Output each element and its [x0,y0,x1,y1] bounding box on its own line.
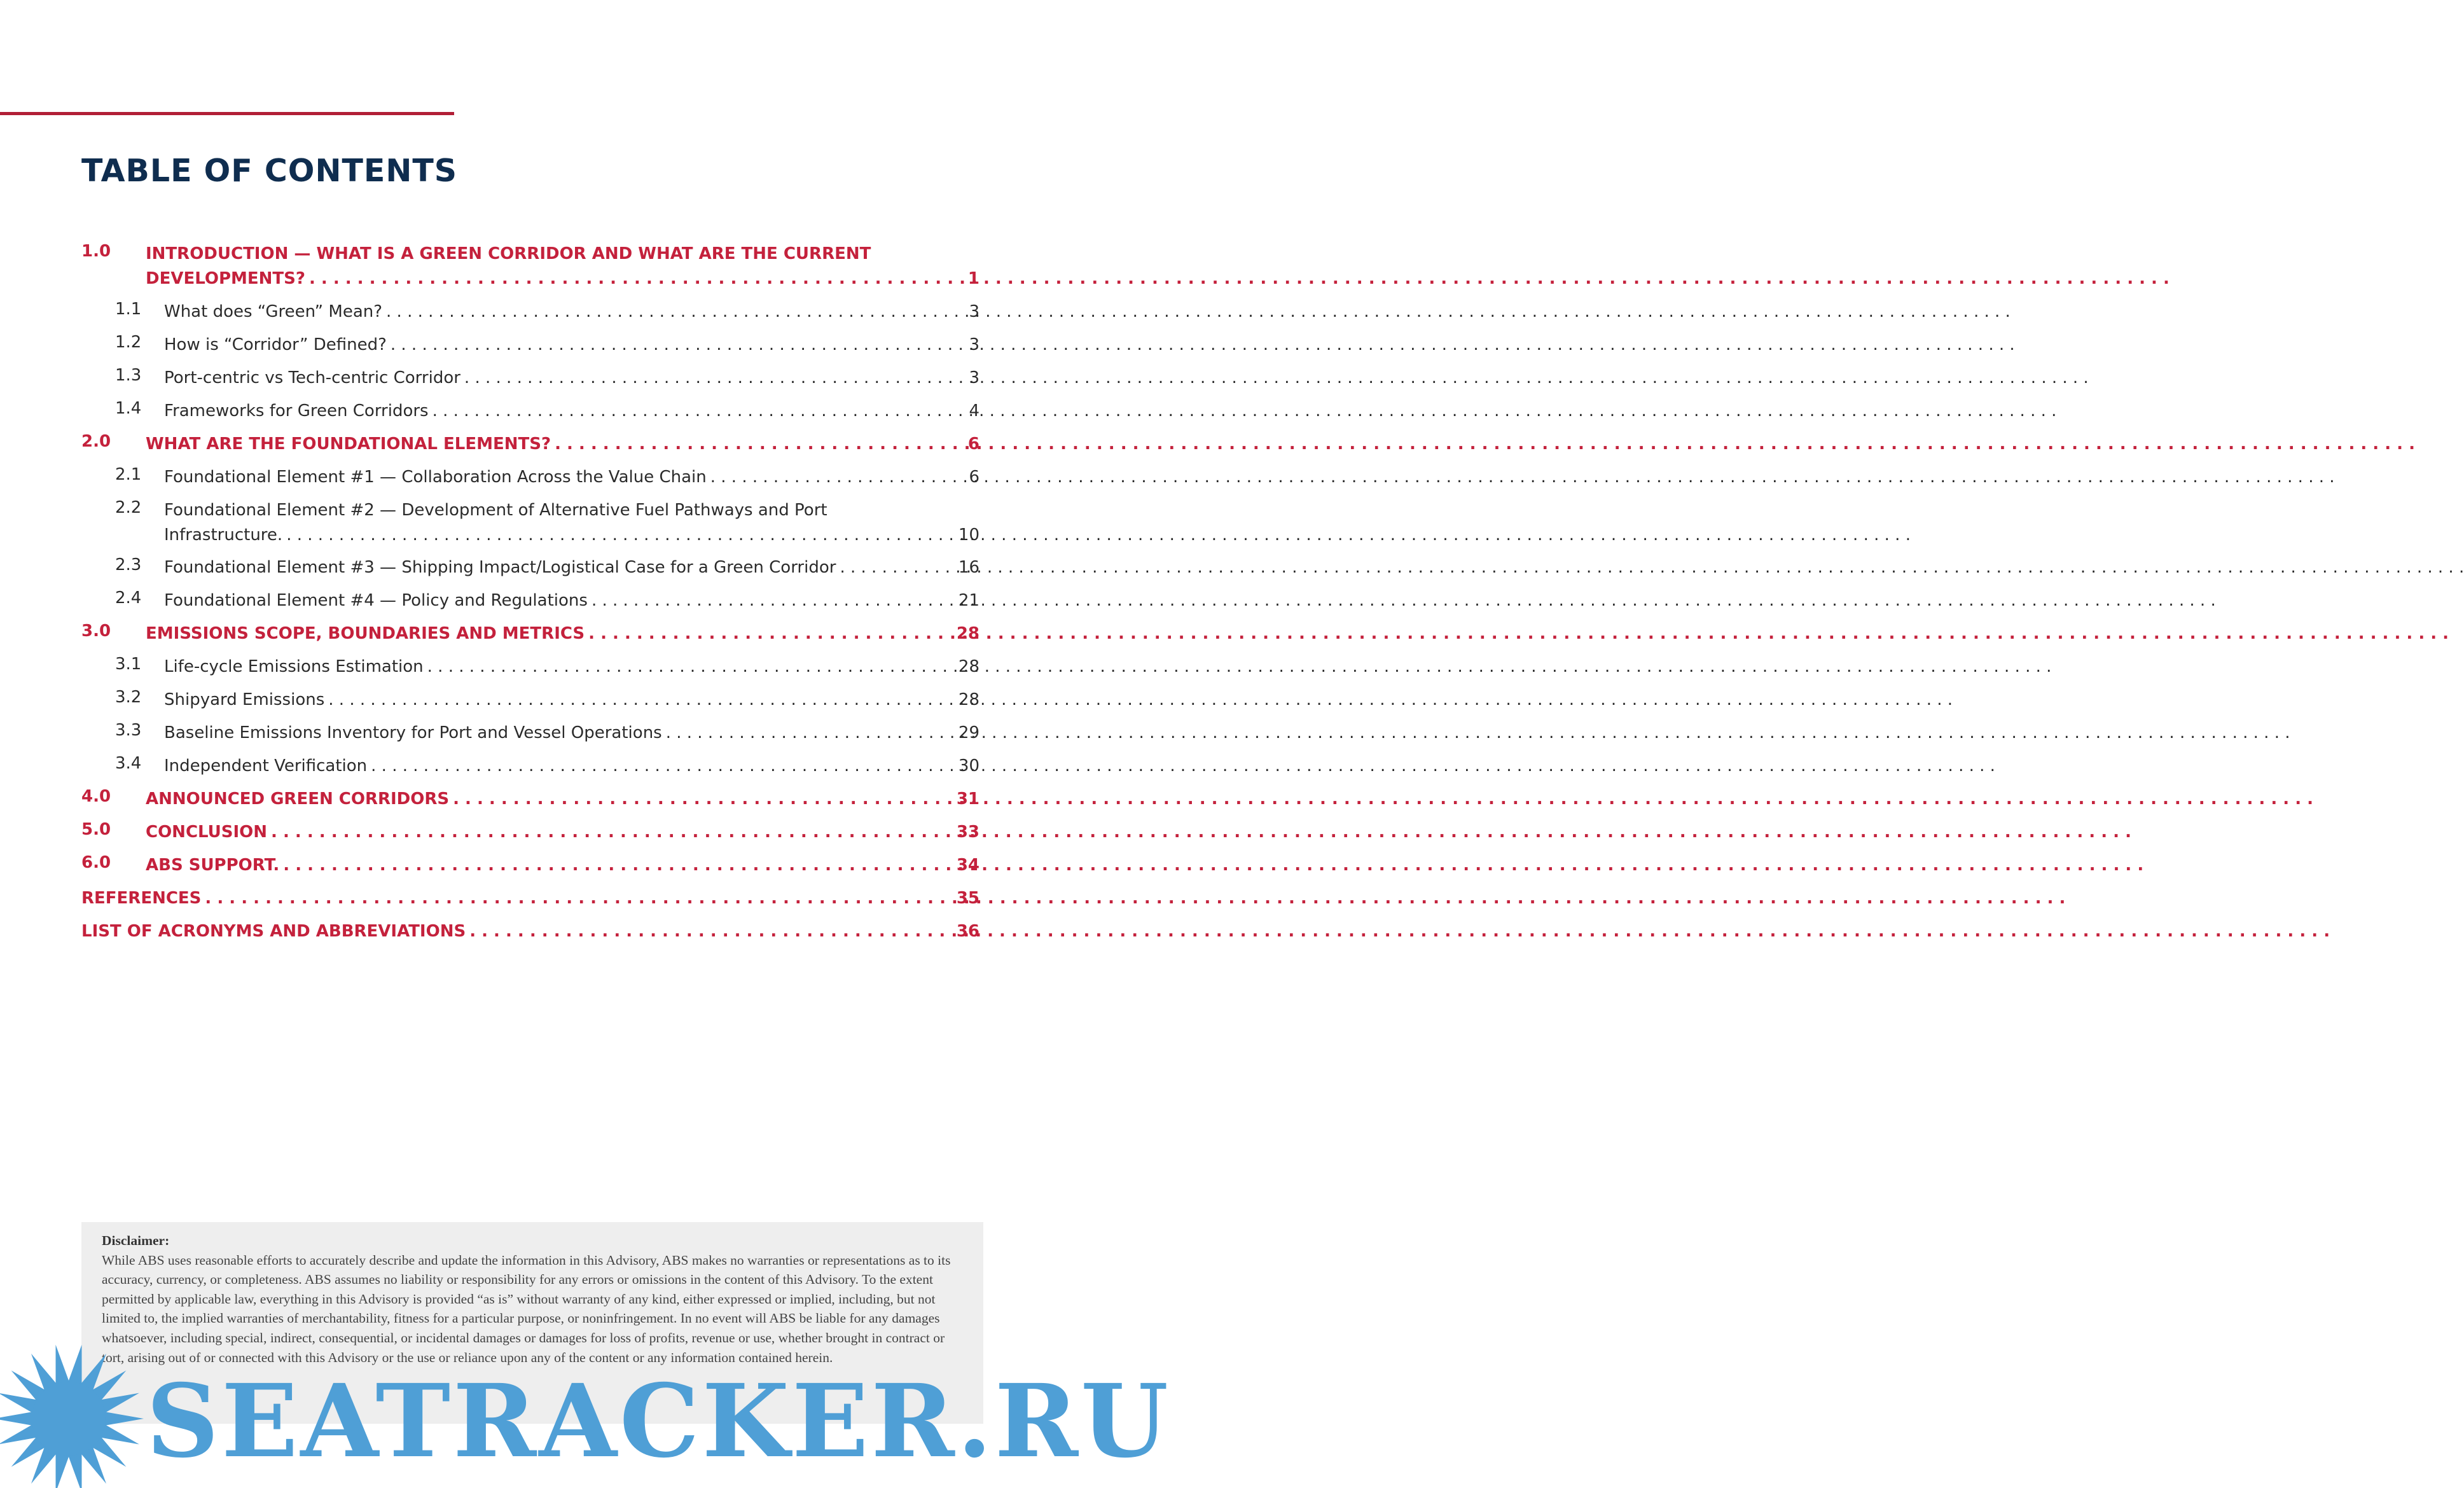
toc-entry-page: 30 [958,756,979,775]
toc-entry-page: 34 [956,856,979,875]
dot-leader [328,688,955,713]
dot-leader [433,399,966,424]
toc-entry-page: 36 [956,922,979,941]
dot-leader [469,919,953,944]
dot-leader [588,622,953,646]
toc-entry-title: What does “Green” Mean? [164,302,383,321]
dot-leader [309,267,964,291]
toc-entry-page: 16 [958,558,979,577]
dot-leader [666,721,955,746]
toc-entry-title: LIST OF ACRONYMS AND ABBREVIATIONS [81,922,466,941]
toc-entry-number: 2.1 [115,465,142,484]
toc-entry-number: 3.3 [115,721,142,740]
toc-entry-number: 1.0 [81,242,111,261]
toc-entry-page: 28 [956,624,979,643]
toc-entry-page: 28 [958,657,979,676]
dot-leader [271,820,953,845]
watermark-text: SEATRACKER.RU [146,1363,1171,1480]
toc-entry-number: 2.4 [115,588,142,608]
dot-leader [464,366,966,391]
dot-leader [427,655,955,679]
toc-entry-title: Infrastructure. [164,525,283,545]
toc-entry-number: 1.1 [115,300,142,319]
toc-entry-title: Foundational Element #4 — Policy and Regulations [164,591,588,610]
dot-leader [371,754,955,779]
disclaimer-body: While ABS uses reasonable efforts to accurately describe and update the information in this Advisory, ABS makes no warranties or representations as to its accuracy, currency, or completeness. ABS assumes no liability or responsibility for any errors or omissions in the content of this Advisory. To the extent permitted by applicable law, everything in this Advisory is provided “as is” without warranty of any kind, either expressed or implied, including, but not limited to, the implied warranties of merchantability, fitness for a particular purpose, or noninfringement. In no event will ABS be liable for any damages whatsoever, including special, indirect, consequential, or incidental damages or damages for loss of profits, revenue or use, whether brought in contract or tort, arising out of or connected with this Advisory or the use or reliance upon any of the content or any information contained herein. [102,1252,951,1365]
toc-entry-number: 2.3 [115,555,142,574]
toc-entry-title: CONCLUSION [146,823,268,842]
toc-entry-title: Frameworks for Green Corridors [164,401,429,421]
toc-entry-number: 1.3 [115,366,142,385]
toc-entry-title: Port-centric vs Tech-centric Corridor [164,368,460,387]
toc-entry-number: 2.2 [115,498,142,517]
toc-entry-number: 5.0 [81,820,111,839]
toc-entry-number: 3.4 [115,754,142,773]
dot-leader [840,555,954,580]
toc-entry-title: REFERENCES [81,889,202,908]
toc-entry-title: WHAT ARE THE FOUNDATIONAL ELEMENTS? [146,435,551,454]
toc-entry-page: 4 [969,401,979,421]
toc-entry-title: Foundational Element #1 — Collaboration Across the Value Chain [164,468,707,487]
toc-entry-page: 3 [969,368,979,387]
toc-entry-page: 6 [969,468,979,487]
toc-entry-title: ANNOUNCED GREEN CORRIDORS [146,789,450,809]
dot-leader [386,300,965,324]
toc-entry-page: 35 [956,889,979,908]
toc-entry-page: 21 [958,591,979,610]
toc-entry-page: 31 [956,789,979,809]
toc-entry-page: 3 [969,335,979,354]
toc-entry-page: 29 [958,723,979,742]
toc-entry-page: 28 [958,690,979,709]
toc-entry-title: How is “Corridor” Defined? [164,335,387,354]
toc-entry-title: Independent Verification [164,756,368,775]
toc-entry-page: 33 [956,823,979,842]
disclaimer-heading: Disclaimer: [102,1233,170,1248]
toc-entry-title: EMISSIONS SCOPE, BOUNDARIES AND METRICS [146,624,585,643]
dot-leader [710,465,966,490]
dot-leader [453,787,953,812]
toc-entry-title: Shipyard Emissions [164,690,325,709]
toc-entry-number: 2.0 [81,432,111,451]
toc-entry-title: Baseline Emissions Inventory for Port and Vessel Operations [164,723,662,742]
toc-entry-title: Life-cycle Emissions Estimation [164,657,424,676]
toc-entry-number: 1.4 [115,399,142,418]
toc-entry-title: ABS SUPPORT. [146,856,280,875]
dot-leader [391,333,966,358]
dot-leader [283,853,953,878]
toc-entry-title: DEVELOPMENTS? [146,269,305,288]
toc-entry-page: 1 [967,269,979,288]
page-title: TABLE OF CONTENTS [81,153,458,189]
header-rule [0,112,454,115]
dot-leader [555,432,964,457]
toc-entry-title: Foundational Element #2 — Development of Alternative Fuel Pathways and Port [164,501,827,520]
toc-entry-page: 3 [969,302,979,321]
dot-leader [286,523,955,548]
dot-leader [592,588,955,613]
sun-core [32,1382,106,1456]
toc-entry-number: 3.0 [81,622,111,641]
toc-entry-number: 3.1 [115,655,142,674]
toc-entry-number: 3.2 [115,688,142,707]
toc-entry-title: INTRODUCTION — WHAT IS A GREEN CORRIDOR AND WHAT ARE THE CURRENT [146,244,871,263]
toc-entry-title: Foundational Element #3 — Shipping Impact/Logistical Case for a Green Corridor [164,558,836,577]
toc-entry-number: 4.0 [81,787,111,806]
toc-entry-page: 6 [967,435,979,454]
toc-entry-page: 10 [958,525,979,545]
toc-entry-number: 1.2 [115,333,142,352]
toc-entry-number: 6.0 [81,853,111,872]
dot-leader [205,886,952,911]
